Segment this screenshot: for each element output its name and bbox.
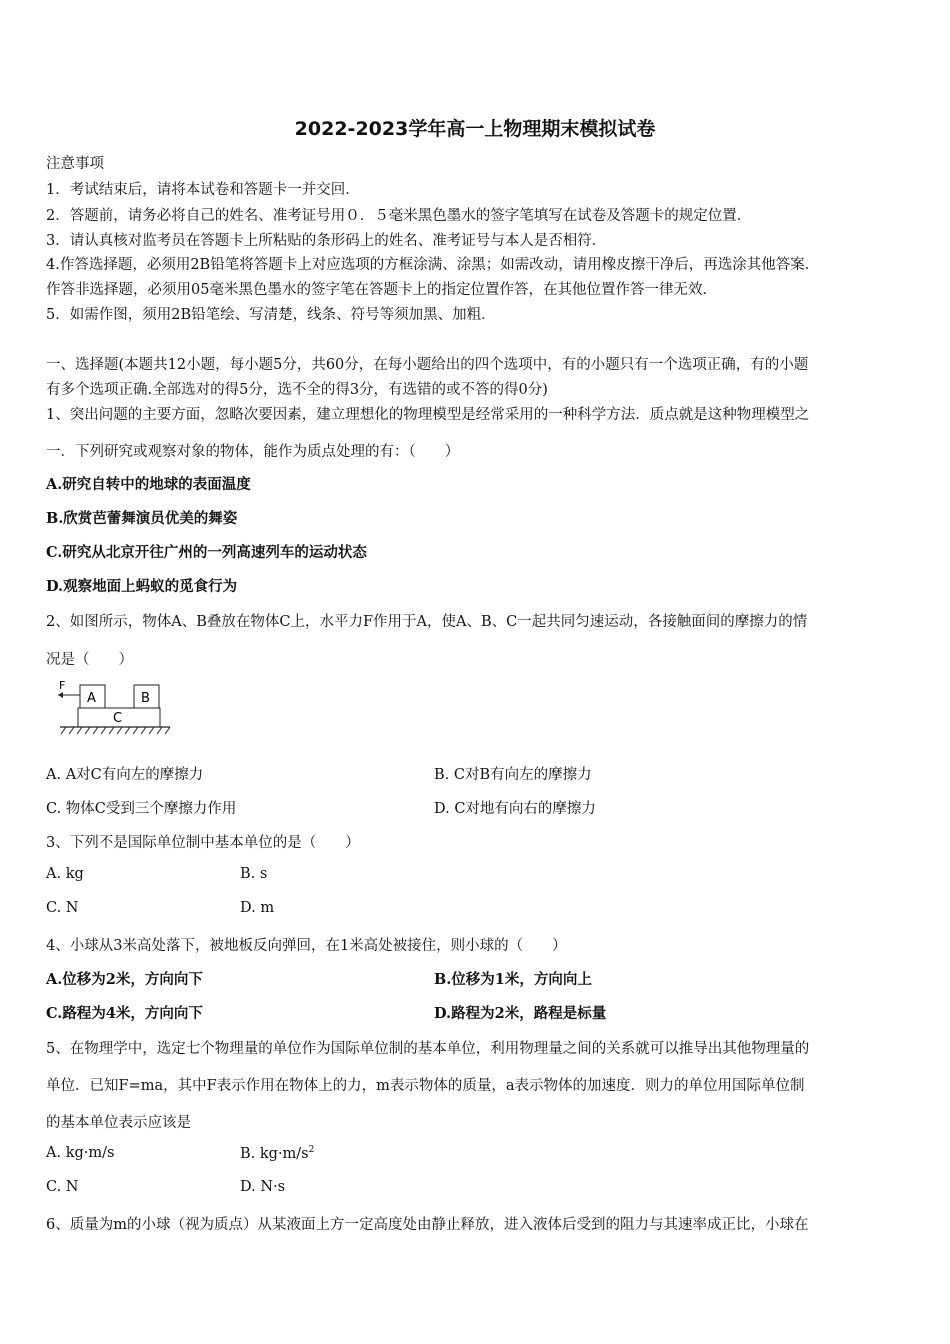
question-5-option-a: A. kg·m/s — [46, 1145, 115, 1161]
question-5-option-c: C. N — [46, 1179, 79, 1195]
question-2-option-b: B. C对B有向左的摩擦力 — [434, 767, 592, 783]
question-4-option-b: B.位移为1米，方向向上 — [434, 971, 592, 988]
notice-item: 3．请认真核对监考员在答题卡上所粘贴的条形码上的姓名、准考证号与本人是否相符． — [46, 233, 607, 249]
notice-item: 2．答题前，请务必将自己的姓名、准考证号用０．５毫米黑色墨水的签字笔填写在试卷及答题卡的规定位置． — [46, 208, 752, 224]
label-c: C — [113, 711, 123, 726]
question-5-option-d: D. N·s — [240, 1179, 286, 1195]
label-f: F — [59, 679, 66, 692]
question-1-stem: 一．下列研究或观察对象的物体，能作为质点处理的有：（ ） — [46, 444, 460, 460]
label-a: A — [87, 691, 96, 706]
question-4-option-a: A.位移为2米，方向向下 — [46, 971, 203, 988]
question-2-option-a: A. A对C有向左的摩擦力 — [46, 767, 204, 783]
question-3-option-a: A. kg — [46, 866, 84, 882]
question-4-stem: 4、小球从3米高处落下，被地板反向弹回，在1米高处被接住，则小球的（ ） — [46, 938, 567, 954]
question-3-option-d: D. m — [240, 900, 275, 916]
notice-item: 作答非选择题，必须用05毫米黑色墨水的签字笔在答题卡上的指定位置作答，在其他位置作答一律无效． — [46, 282, 717, 298]
question-1-stem: 1、突出问题的主要方面，忽略次要因素，建立理想化的物理模型是经常采用的一种科学方法．质点就是这种物理模型之 — [46, 407, 810, 423]
question-5-stem: 5、在物理学中，选定七个物理量的单位作为国际单位制的基本单位，利用物理量之间的关系就可以推导出其他物理量的 — [46, 1041, 810, 1057]
question-4-option-c: C.路程为4米，方向向下 — [46, 1005, 203, 1022]
question-6-stem: 6、质量为m的小球（视为质点）从某液面上方一定高度处由静止释放，进入液体后受到的阻力与其速率成正比，小球在 — [46, 1217, 809, 1233]
ground-hatching — [61, 727, 170, 734]
notice-item: 4.作答选择题，必须用2B铅笔将答题卡上对应选项的方框涂满、涂黑；如需改动，请用橡皮擦干净后，再选涂其他答案． — [46, 257, 820, 273]
notice-item: 1．考试结束后，请将本试卷和答题卡一并交回． — [46, 182, 360, 198]
blocks-diagram — [58, 676, 173, 740]
question-2-option-c: C. 物体C受到三个摩擦力作用 — [46, 801, 237, 817]
label-b: B — [141, 691, 150, 706]
option-b-text: B. kg·m/s — [240, 1145, 309, 1162]
question-1-option-c: C.研究从北京开往广州的一列高速列车的运动状态 — [46, 544, 367, 561]
question-4-option-d: D.路程为2米，路程是标量 — [434, 1005, 607, 1022]
notice-heading: 注意事项 — [46, 156, 104, 172]
section-instructions: 有多个选项正确.全部选对的得5分，选不全的得3分，有选错的或不答的得0分) — [46, 382, 548, 398]
question-2-stem: 2、如图所示，物体A、B叠放在物体C上，水平力F作用于A，使A、B、C一起共同匀速运动，各接触面间的摩擦力的情 — [46, 614, 808, 630]
question-5-stem: 的基本单位表示应该是 — [46, 1115, 191, 1131]
question-1-option-a: A.研究自转中的地球的表面温度 — [46, 476, 251, 493]
question-3-option-c: C. N — [46, 900, 79, 916]
question-5-option-b — [240, 1145, 314, 1162]
section-instructions: 一、选择题(本题共12小题，每小题5分，共60分，在每小题给出的四个选项中，有的小题只有一个选项正确，有的小题 — [46, 357, 809, 373]
question-1-option-d: D.观察地面上蚂蚁的觅食行为 — [46, 578, 238, 595]
question-2-option-d: D. C对地有向右的摩擦力 — [434, 801, 596, 817]
question-3-option-b: B. s — [240, 866, 268, 882]
force-arrowhead — [58, 692, 63, 698]
option-b-superscript: 2 — [308, 1145, 315, 1155]
question-3-stem: 3、下列不是国际单位制中基本单位的是（ ） — [46, 835, 360, 851]
question-5-stem: 单位．已知F=ma，其中F表示作用在物体上的力，m表示物体的质量，a表示物体的加速度．则力的单位用国际单位制 — [46, 1078, 805, 1094]
question-1-option-b: B.欣赏芭蕾舞演员优美的舞姿 — [46, 510, 238, 527]
question-2-stem: 况是（ ） — [46, 652, 133, 668]
page-title: 2022-2023学年高一上物理期末模拟试卷 — [294, 118, 656, 140]
notice-item: 5．如需作图，须用2B铅笔绘、写清楚，线条、符号等须加黑、加粗． — [46, 307, 496, 323]
